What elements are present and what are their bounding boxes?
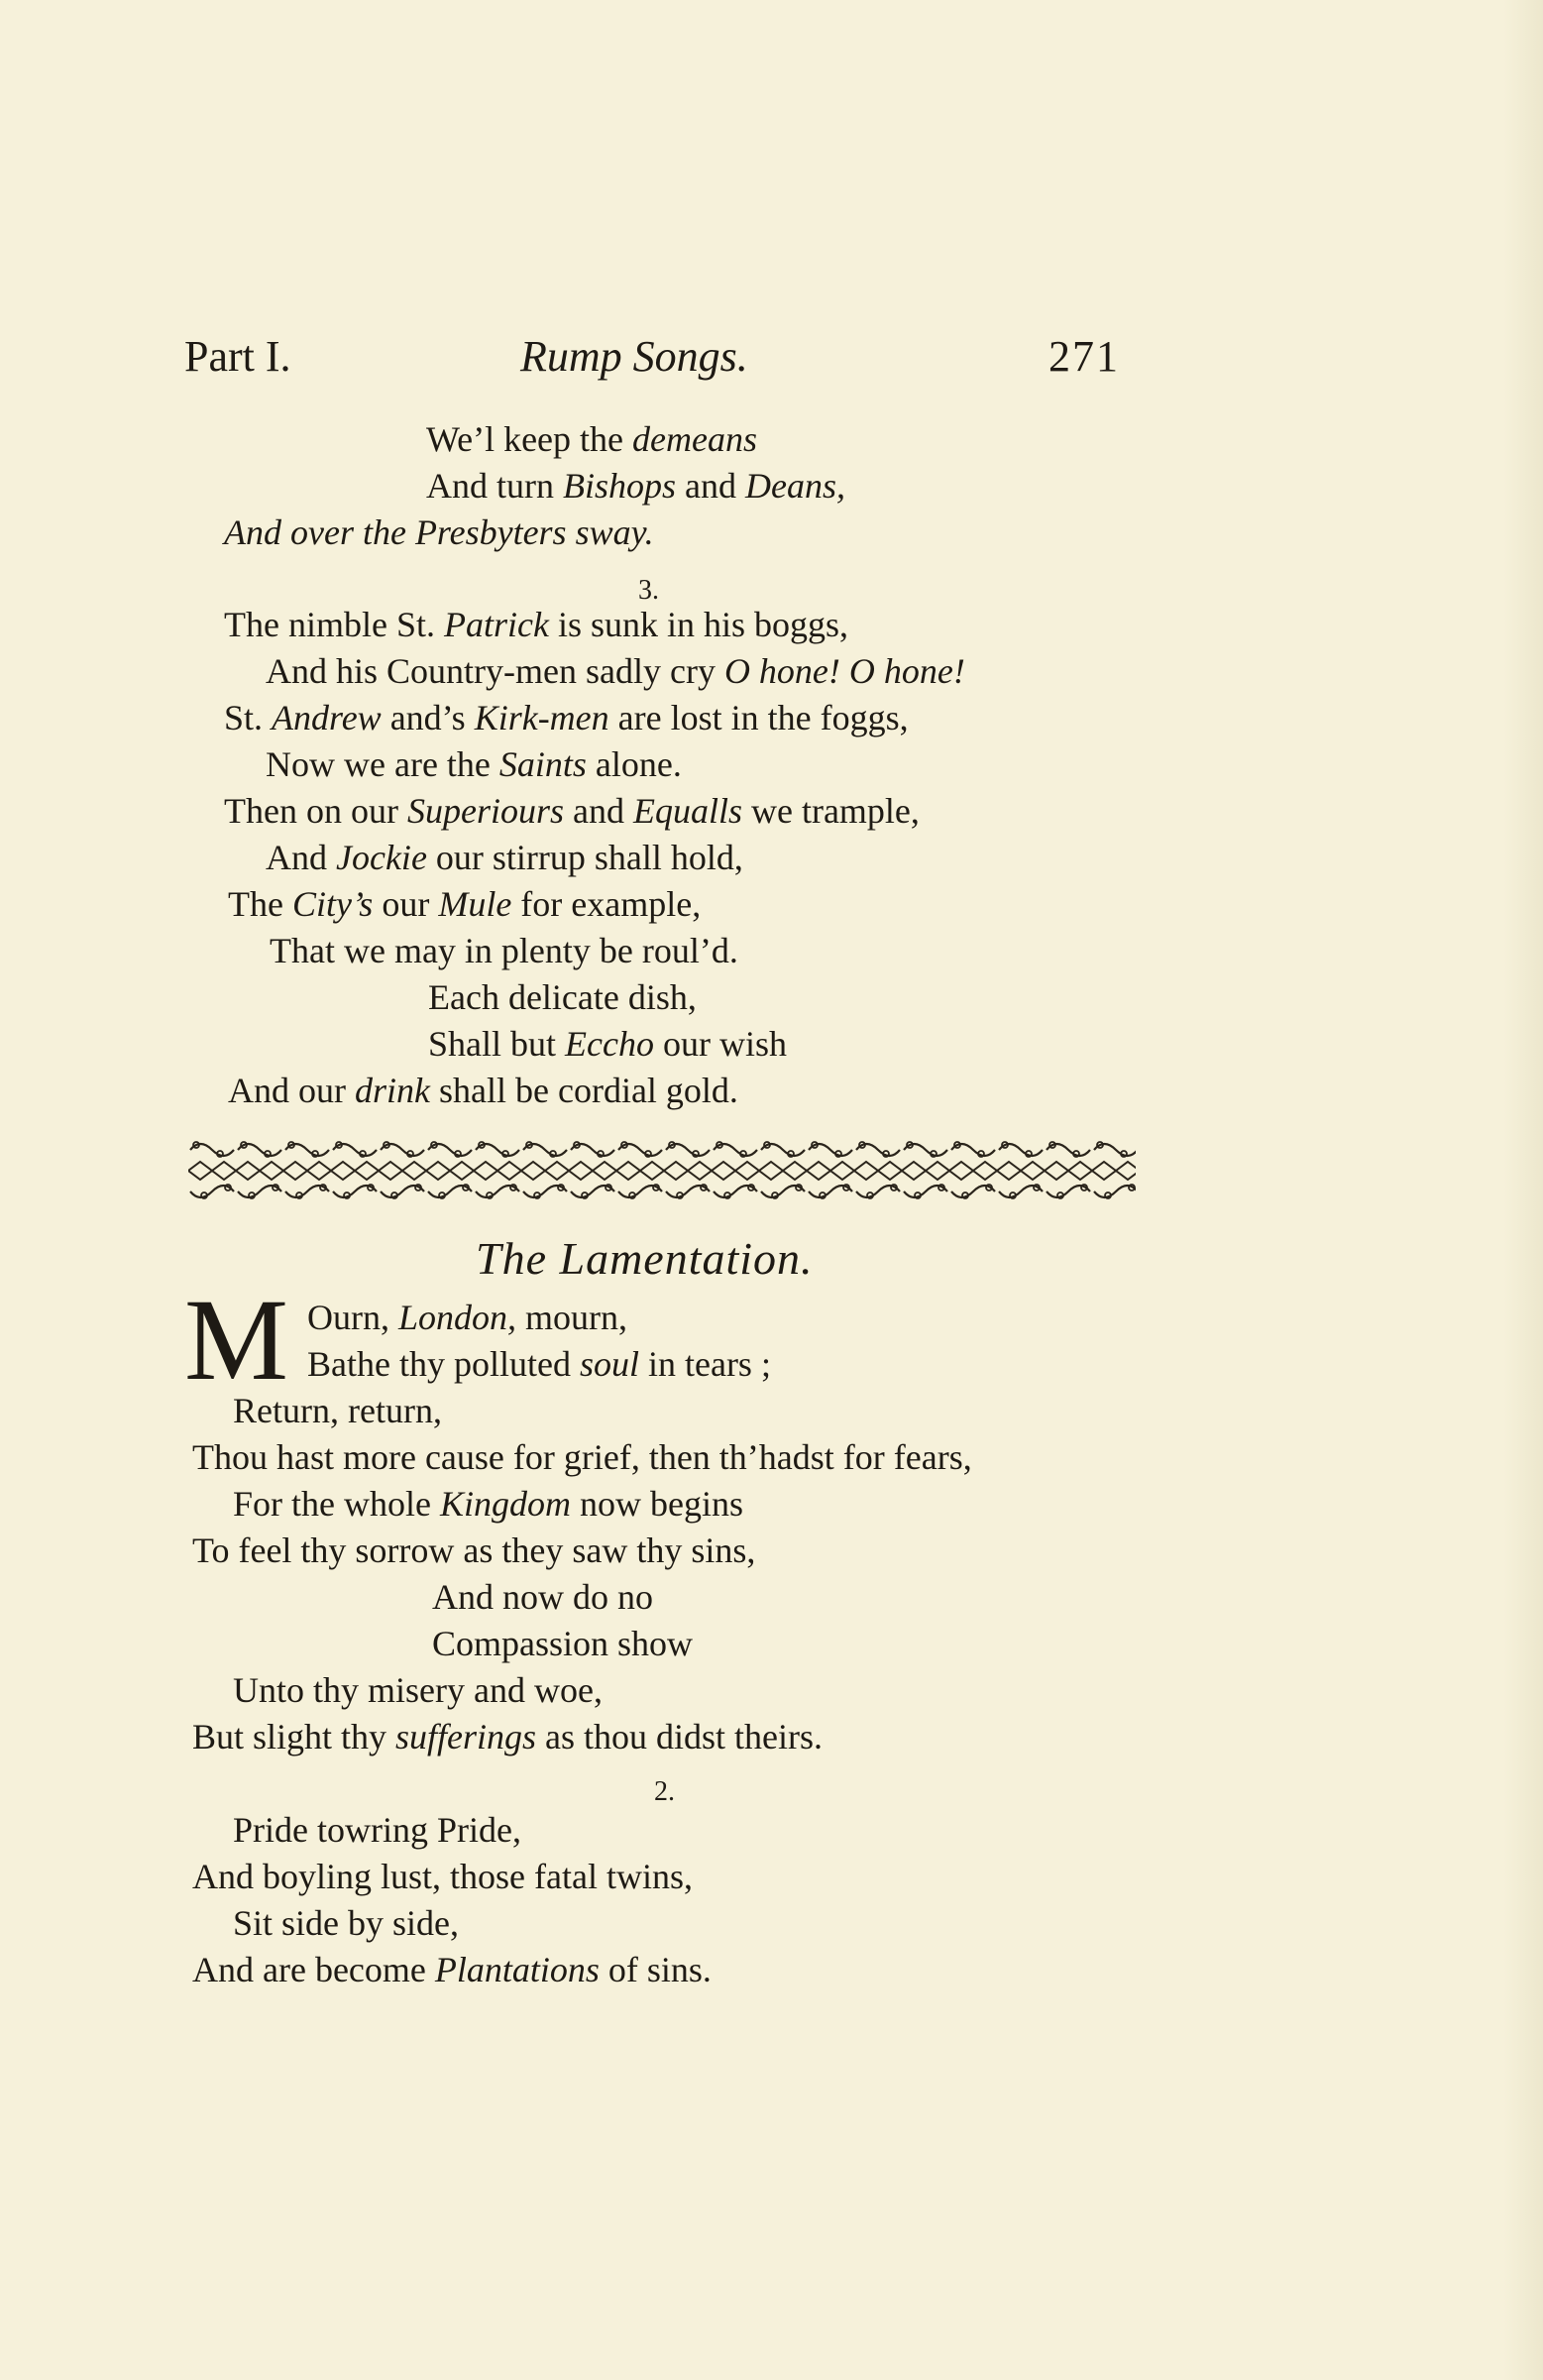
roman-text: and	[676, 466, 745, 506]
drop-cap: M	[184, 1275, 288, 1405]
verse-line	[233, 1388, 442, 1433]
roman-text: for example,	[511, 884, 702, 924]
running-head-part: Part I.	[184, 332, 291, 381]
roman-text: Thou hast more cause for grief, then th’hadst for fears,	[192, 1437, 972, 1477]
roman-text: And turn	[426, 466, 563, 506]
verse-line	[266, 648, 965, 694]
italic-text: demeans	[632, 419, 757, 459]
roman-text: our stirrup shall hold,	[426, 838, 743, 877]
italic-text: soul	[579, 1344, 639, 1384]
italic-text: Deans,	[745, 466, 845, 506]
roman-text: We’l keep the	[426, 419, 633, 459]
verse-line	[233, 1667, 603, 1713]
roman-text: mourn,	[516, 1298, 628, 1337]
roman-text: The nimble St.	[224, 605, 444, 644]
verse-line	[266, 741, 682, 787]
roman-text: And now do no	[432, 1577, 653, 1617]
italic-text: Plantations	[434, 1950, 600, 1989]
verse-line	[270, 928, 738, 973]
roman-text: The	[228, 884, 292, 924]
roman-text: And	[266, 838, 336, 877]
roman-text: now begins	[570, 1484, 743, 1524]
ornamental-divider	[188, 1136, 1136, 1205]
roman-text: And his Country-men sadly cry	[266, 651, 724, 691]
italic-text: O hone! O hone!	[723, 651, 965, 691]
italic-text: Equalls	[632, 791, 742, 831]
roman-text: Shall but	[428, 1024, 566, 1064]
roman-text: are lost in the foggs,	[608, 698, 909, 737]
verse-line	[233, 1807, 521, 1853]
roman-text: That we may in plenty be roul’d.	[270, 931, 738, 970]
roman-text: Now we are the	[266, 744, 499, 784]
verse-line	[428, 974, 697, 1020]
roman-text: as thou didst theirs.	[536, 1717, 824, 1757]
italic-text: Patrick	[443, 605, 549, 644]
italic-text: And over the Presbyters sway.	[224, 512, 654, 552]
roman-text: alone.	[586, 744, 682, 784]
running-head-title: Rump Songs.	[520, 332, 748, 381]
roman-text: St.	[224, 698, 273, 737]
verse-line	[432, 1574, 653, 1620]
page-edge-shading	[1503, 0, 1543, 2380]
roman-text: Pride towring Pride,	[233, 1810, 521, 1850]
roman-text: Compassion show	[432, 1624, 694, 1663]
verse-line	[192, 1434, 972, 1480]
poem-title: The Lamentation.	[476, 1233, 814, 1284]
roman-text: Unto thy misery and woe,	[233, 1670, 603, 1710]
stanza-number: 3.	[638, 575, 659, 606]
italic-text: London,	[398, 1298, 517, 1337]
verse-line	[224, 695, 909, 740]
italic-text: Kirk-men	[474, 698, 609, 737]
verse-line	[233, 1900, 459, 1946]
roman-text: For the whole	[233, 1484, 440, 1524]
roman-text: Sit side by side,	[233, 1903, 460, 1943]
verse-line	[432, 1621, 693, 1666]
italic-text: Mule	[438, 884, 512, 924]
roman-text: and’s	[381, 698, 475, 737]
roman-text: our	[373, 884, 439, 924]
roman-text: And boyling lust, those fatal twins,	[192, 1857, 693, 1896]
verse-line	[426, 416, 757, 462]
roman-text: and	[563, 791, 633, 831]
roman-text: our wish	[653, 1024, 787, 1064]
roman-text: But slight thy	[192, 1717, 396, 1757]
roman-text: Ourn,	[307, 1298, 398, 1337]
roman-text: is sunk in his boggs,	[548, 605, 848, 644]
roman-text: And are become	[192, 1950, 435, 1989]
verse-line	[228, 881, 701, 927]
italic-text: Saints	[498, 744, 587, 784]
verse-line	[224, 602, 848, 647]
verse-line	[428, 1021, 787, 1067]
roman-text: of sins.	[599, 1950, 712, 1989]
stanza-number: 2.	[654, 1776, 675, 1807]
verse-line	[192, 1528, 755, 1573]
roman-text: Return, return,	[233, 1391, 442, 1430]
verse-line	[233, 1481, 743, 1527]
italic-text: Kingdom	[439, 1484, 571, 1524]
verse-line	[228, 1068, 738, 1113]
verse-line	[307, 1341, 771, 1387]
roman-text: And our	[228, 1071, 355, 1110]
italic-text: sufferings	[395, 1717, 537, 1757]
verse-line	[307, 1295, 627, 1340]
verse-line	[224, 788, 920, 834]
italic-text: City’s	[291, 884, 374, 924]
italic-text: Andrew	[272, 698, 382, 737]
italic-text: Superiours	[406, 791, 564, 831]
roman-text: Bathe thy polluted	[307, 1344, 580, 1384]
roman-text: we trample,	[741, 791, 920, 831]
italic-text: Eccho	[565, 1024, 654, 1064]
roman-text: in tears ;	[638, 1344, 771, 1384]
verse-line	[266, 835, 743, 880]
italic-text: Jockie	[336, 838, 427, 877]
italic-text: drink	[355, 1071, 430, 1110]
verse-line	[192, 1854, 693, 1899]
roman-text: Then on our	[224, 791, 407, 831]
italic-text: Bishops	[563, 466, 677, 506]
roman-text: To feel thy sorrow as they saw thy sins,	[192, 1530, 756, 1570]
page-number: 271	[1048, 332, 1120, 381]
verse-line	[224, 510, 654, 555]
verse-line	[426, 463, 845, 509]
roman-text: Each delicate dish,	[428, 977, 697, 1017]
roman-text: shall be cordial gold.	[430, 1071, 738, 1110]
verse-line	[192, 1947, 712, 1992]
verse-line	[192, 1714, 823, 1759]
